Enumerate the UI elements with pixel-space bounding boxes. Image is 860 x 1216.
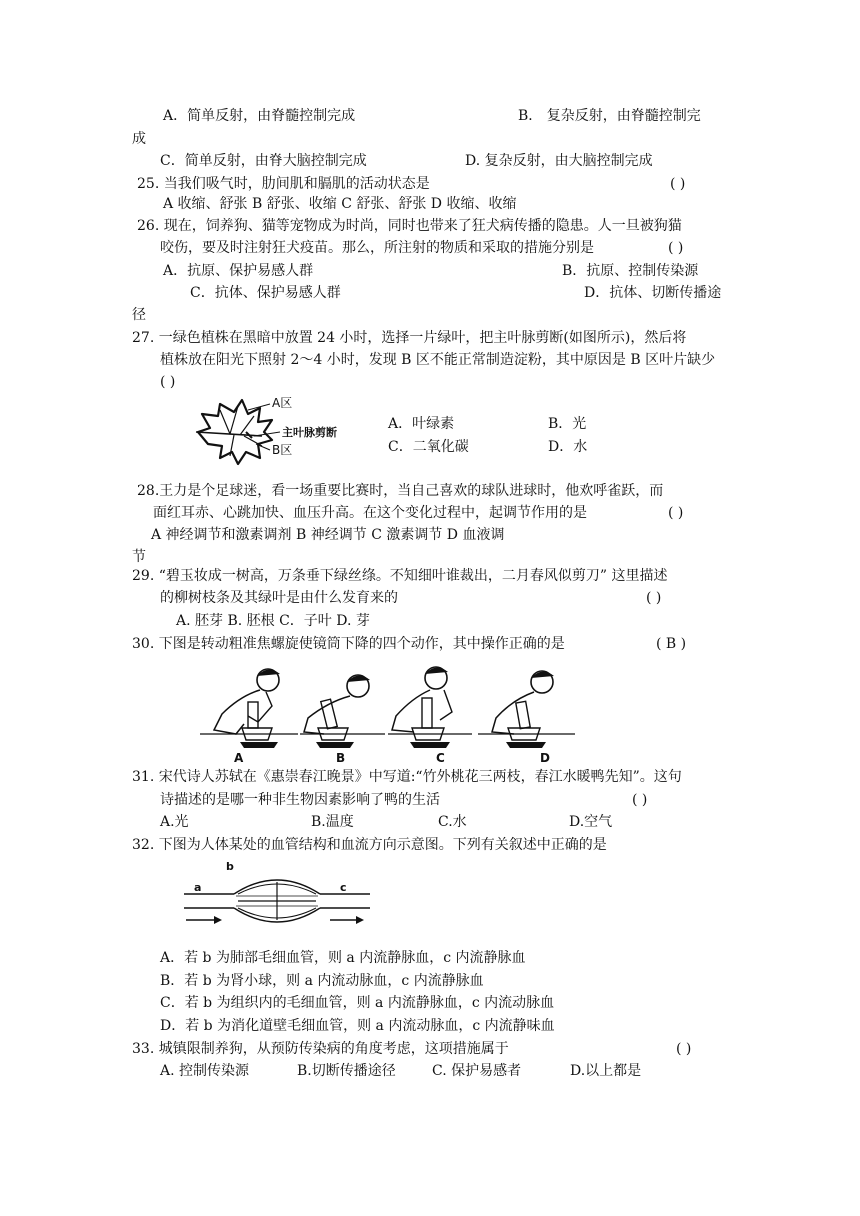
q31-option-c: C.水 bbox=[438, 814, 467, 830]
q26-stem-line2: 咬伤，要及时注射狂犬疫苗。那么，所注射的物质和采取的措施分别是 bbox=[160, 240, 594, 256]
q29-options: A. 胚芽 B. 胚根 C．子叶 D. 芽 bbox=[176, 613, 370, 629]
q29-answer-paren: ( ) bbox=[646, 590, 662, 606]
q30-stem: 30. 下图是转动粗准焦螺旋使镜筒下降的四个动作，其中操作正确的是 bbox=[132, 636, 565, 652]
q29-stem-line1: 29. “碧玉妆成一树高，万条垂下绿丝绦。不知细叶谁裁出，二月春风似剪刀” 这里描述 bbox=[132, 568, 668, 584]
flow-arrow-out-icon bbox=[330, 916, 364, 924]
q28-answer-paren: ( ) bbox=[668, 505, 684, 521]
q26-option-a: A．抗原、保护易感人群 bbox=[163, 263, 314, 279]
q28-stem-line2: 面红耳赤、心跳加快、血压升高。在这个变化过程中，起调节作用的是 bbox=[153, 505, 587, 521]
q26-option-b: B．抗原、控制传染源 bbox=[562, 263, 699, 279]
q26-option-d: D．抗体、切断传播途 bbox=[584, 285, 722, 301]
q27-answer-paren: ( ) bbox=[160, 374, 176, 390]
q31-stem-line2: 诗描述的是哪一种非生物因素影响了鸭的生活 bbox=[160, 792, 440, 808]
q29-stem-line2: 的柳树枝条及其绿叶是由什么发育来的 bbox=[160, 590, 398, 606]
microscope-panel-c bbox=[388, 667, 472, 748]
q32-option-c: C．若 b 为组织内的毛细血管，则 a 内流静脉血，c 内流动脉血 bbox=[160, 995, 555, 1011]
microscope-label-a: A bbox=[234, 751, 244, 765]
microscope-label-b: B bbox=[336, 751, 346, 765]
q28-stem-line1: 28.王力是个足球迷，看一场重要比赛时，当自己喜欢的球队进球时，他欢呼雀跃，而 bbox=[137, 483, 664, 499]
microscope-label-c: C bbox=[436, 751, 445, 765]
leaf-label-cut-vein: 主叶脉剪断 bbox=[282, 426, 337, 439]
q30-answer-paren: ( B ) bbox=[656, 636, 687, 652]
q24-option-b: B． 复杂反射，由脊髓控制完 bbox=[518, 108, 701, 124]
q24-option-a: A．简单反射，由脊髓控制完成 bbox=[163, 108, 356, 124]
q31-option-b: B.温度 bbox=[311, 814, 354, 830]
q33-option-d: D.以上都是 bbox=[570, 1063, 642, 1079]
q25-options: A 收缩、舒张 B 舒张、收缩 C 舒张、舒张 D 收缩、收缩 bbox=[163, 196, 517, 212]
q26-stem-line1: 26. 现在，饲养狗、猫等宠物成为时尚，同时也带来了狂犬病传播的隐患。人一旦被狗猫 bbox=[137, 218, 682, 234]
q32-option-a: A．若 b 为肺部毛细血管，则 a 内流静脉血，c 内流静脉血 bbox=[160, 950, 526, 966]
q32-option-d: D．若 b 为消化道壁毛细血管，则 a 内流动脉血，c 内流静味血 bbox=[160, 1018, 555, 1034]
microscope-figure bbox=[200, 662, 580, 766]
vessel-label-c: c bbox=[340, 881, 347, 894]
q27-option-c: C．二氧化碳 bbox=[388, 439, 469, 455]
q32-stem: 32. 下图为人体某处的血管结构和血流方向示意图。下列有关叙述中正确的是 bbox=[132, 837, 607, 853]
q31-answer-paren: ( ) bbox=[632, 792, 648, 808]
q24-option-d: D. 复杂反射，由大脑控制完成 bbox=[465, 153, 653, 169]
vessel-label-a: a bbox=[194, 881, 202, 894]
microscope-panel-b bbox=[300, 675, 385, 748]
blood-vessel-figure bbox=[180, 860, 380, 928]
q27-stem-line1: 27. 一绿色植株在黑暗中放置 24 小时，选择一片绿叶，把主叶脉剪断(如图所示)，然后将 bbox=[132, 330, 687, 346]
q27-option-d: D．水 bbox=[548, 439, 588, 455]
q28-options: A 神经调节和激素调剂 B 神经调节 C 激素调节 D 血液调 bbox=[151, 527, 505, 543]
flow-arrow-in-icon bbox=[186, 916, 222, 924]
q33-stem: 33. 城镇限制养狗，从预防传染病的角度考虑，这项措施属于 bbox=[132, 1041, 509, 1057]
q33-option-a: A. 控制传染源 bbox=[160, 1063, 250, 1079]
leaf-label-a-zone: A区 bbox=[272, 396, 293, 410]
q33-option-c: C. 保护易感者 bbox=[432, 1063, 522, 1079]
q33-answer-paren: ( ) bbox=[676, 1041, 692, 1057]
q27-option-a: A．叶绿素 bbox=[388, 416, 455, 432]
q33-option-b: B.切断传播途径 bbox=[297, 1063, 396, 1079]
q27-stem-line2: 植株放在阳光下照射 2～4 小时，发现 B 区不能正常制造淀粉，其中原因是 B 区叶片缺少 bbox=[160, 352, 716, 368]
leaf-figure bbox=[190, 392, 370, 470]
q32-option-b: B．若 b 为肾小球，则 a 内流动脉血，c 内流静脉血 bbox=[160, 973, 484, 989]
microscope-panel-d bbox=[478, 671, 575, 748]
q25-answer-paren: ( ) bbox=[670, 176, 686, 192]
q31-option-a: A.光 bbox=[160, 814, 189, 830]
q28-options-wrap: 节 bbox=[132, 549, 146, 565]
q31-option-d: D.空气 bbox=[569, 814, 613, 830]
microscope-panel-a bbox=[200, 669, 298, 748]
q25-stem: 25. 当我们吸气时，肋间肌和膈肌的活动状态是 bbox=[137, 176, 430, 192]
vessel-label-b: b bbox=[226, 860, 234, 873]
q26-option-d-wrap: 径 bbox=[132, 307, 146, 323]
q26-answer-paren: ( ) bbox=[668, 240, 684, 256]
q24-option-c: C．简单反射，由脊大脑控制完成 bbox=[160, 153, 367, 169]
q26-option-c: C．抗体、保护易感人群 bbox=[190, 285, 341, 301]
leaf-label-b-zone: B区 bbox=[272, 443, 293, 457]
q31-stem-line1: 31. 宋代诗人苏轼在《惠崇春江晚景》中写道:“竹外桃花三两枝，春江水暖鸭先知”。这句 bbox=[132, 769, 682, 785]
q24-option-b-wrap: 成 bbox=[132, 131, 146, 147]
microscope-label-d: D bbox=[540, 751, 550, 765]
q27-option-b: B．光 bbox=[548, 416, 587, 432]
